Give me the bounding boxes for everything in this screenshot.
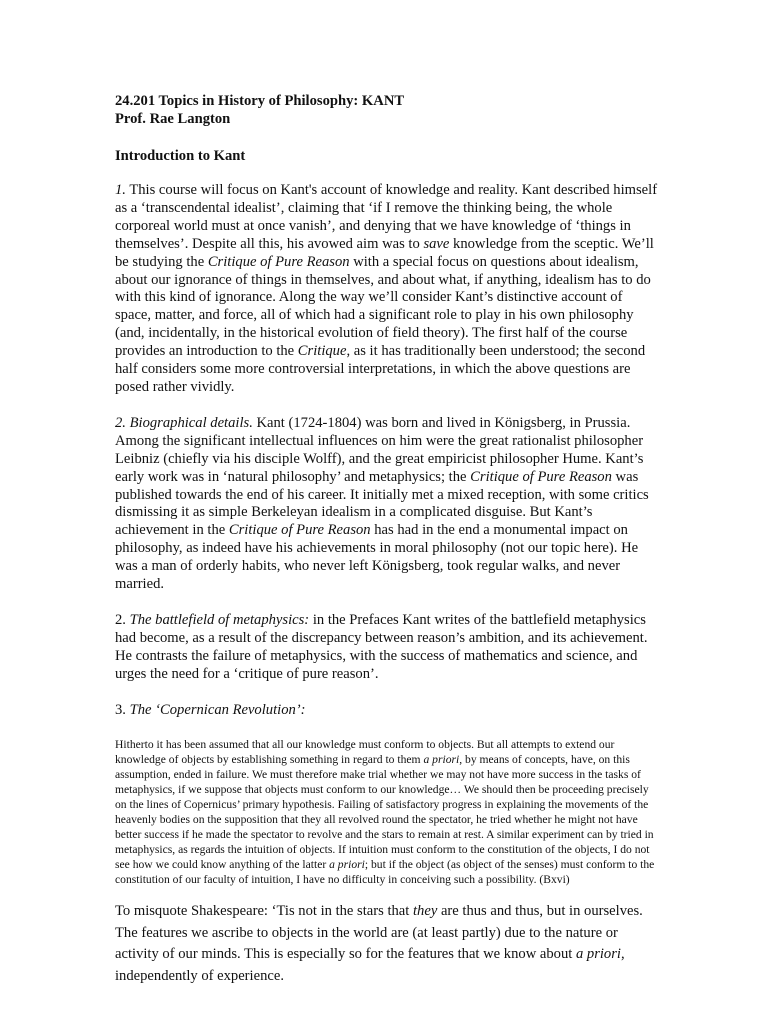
professor-name: Prof. Rae Langton bbox=[115, 111, 231, 127]
paragraph-number: 2. bbox=[115, 611, 126, 628]
block-quote: Hitherto it has been assumed that all our knowledge must conform to objects. But all attempts to extend our knowledge of objects by establishing something in regard to them a priori, by means of concepts, have, on this assumption, ended in failure. We must therefore make trial whether we may not have more success in the tasks of metaphysics, if we suppose that objects must conform to our knowledge… We should then be proceeding precisely on the lines of Copernicus’ primary hypothesis. Failing of satisfactory progress in explaining the movements of the heavenly bodies on the supposition that they all revolved round the spectator, he tried whether he might not have better success if he made the spectator to revolve and the stars to remain at rest. A similar experiment can by tried in metaphysics, as regards the intuition of objects. If intuition must conform to the constitution of the objects, I do not see how we could know anything of the latter a priori; but if the object (as object of the senses) must conform to the constitution of our faculty of intuition, I have no difficulty in conceiving such a possibility. (Bxvi) bbox=[115, 738, 655, 887]
paragraph-number: 2. bbox=[115, 414, 126, 431]
paragraph-title: Biographical details. bbox=[129, 414, 253, 431]
paragraph-title: The battlefield of metaphysics: bbox=[129, 611, 310, 628]
paragraph-course-focus: 1. This course will focus on Kant's account of knowledge and reality. Kant described himself as a ‘transcendental idealist’, claiming that ‘if I remove the thinking being, the whole corporeal world must at once vanish’, and denying that we have knowledge of ‘things in themselves’. Despite all this, his avowed aim was to save knowledge from the sceptic. We’ll be studying the Critique of Pure Reason with a special focus on questions about idealism, about our ignorance of things in themselves, and about what, if anything, idealism has to do with this kind of ignorance. Along the way we’ll consider Kant’s distinctive account of space, matter, and force, all of which had a significant role to play in his own philosophy (and, incidentally, in the historical evolution of field theory). The first half of the course provides an introduction to the Critique, as it has traditionally been understood; the second half considers some more controversial interpretations, in which the above questions are posed rather vividly. bbox=[115, 182, 658, 395]
paragraph-number: 3. bbox=[115, 701, 126, 718]
document-page bbox=[115, 92, 660, 987]
paragraph-number: 1. bbox=[115, 182, 126, 198]
paragraph-battlefield: 2. The battlefield of metaphysics: in the Prefaces Kant writes of the battlefield metaphysics had become, as a result of the discrepancy between reason’s ambition, and its achievement. He contrasts the failure of metaphysics, with the success of mathematics and science, and urges the need for a ‘critique of pure reason’. bbox=[115, 611, 648, 682]
course-title: 24.201 Topics in History of Philosophy: KANT bbox=[115, 93, 405, 109]
paragraph-copernican-heading bbox=[115, 702, 660, 720]
paragraph-closing: To misquote Shakespeare: ‘Tis not in the stars that they are thus and thus, but in ourselves. The features we ascribe to objects in the world are (at least partly) due to the nature or activity of our minds. This is especially so for the features that we know about a priori, independently of experience. bbox=[115, 903, 643, 984]
paragraph-biographical-details: 2. Biographical details. Kant (1724-1804) was born and lived in Königsberg, in Prussia. Among the significant intellectual influences on him were the great rationalist philosopher Leibniz (chiefly via his disciple Wolff), and the great empiricist philosopher Hume. Kant’s early work was in ‘natural philosophy’ and metaphysics; the Critique of Pure Reason was published towards the end of his career. It initially met a mixed reception, with some critics dismissing it as simple Berkeleyan idealism in a complicated disguise. But Kant’s achievement in the Critique of Pure Reason has had in the end a monumental impact on philosophy, as indeed have his achievements in moral philosophy (not our topic here). He was a man of orderly habits, who never left Königsberg, took regular walks, and never married. bbox=[115, 414, 649, 593]
paragraph-title: The ‘Copernican Revolution’: bbox=[129, 701, 306, 718]
section-heading: Introduction to Kant bbox=[115, 148, 246, 164]
